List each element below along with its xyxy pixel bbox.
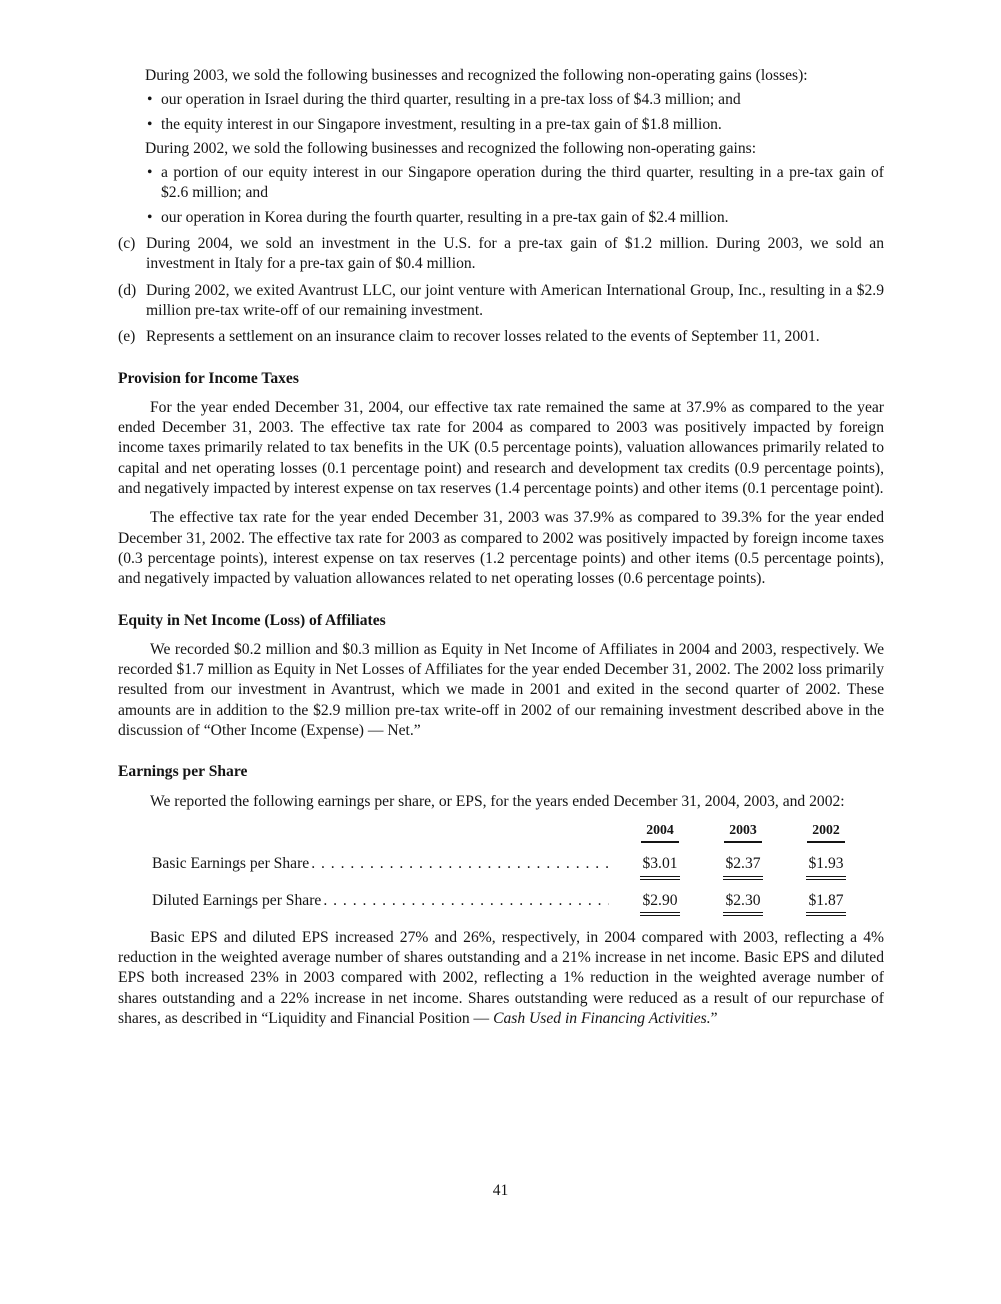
page-body [118, 66, 884, 1029]
row-label: Diluted Earnings per Share [152, 891, 322, 909]
column-header-cell [711, 820, 775, 843]
equity-affiliates-paragraph: We recorded $0.2 million and $0.3 million as Equity in Net Income of Affiliates in 2004 and 2003, respectively. We recorded $1.7 million as Equity in Net Losses of Affiliates for the year ended December 31, 2002. The 2002 loss primarily resulted from our investment in Avantrust, which we made in 2001 and exited in the second quarter of 2002. These amounts are in addition to the $2.9 million pre-tax write-off in 2002 of our remaining investment described above in the discussion of “Other Income (Expense) — Net.” [118, 640, 884, 740]
basic-eps-2003: $2.37 [723, 854, 762, 879]
value-cell [711, 891, 775, 916]
diluted-eps-2004: $2.90 [640, 891, 679, 916]
list-item [118, 163, 884, 204]
footnote-d [118, 281, 884, 322]
list-item [118, 208, 884, 228]
bullet-text: our operation in Israel during the third quarter, resulting in a pre-tax loss of $4.3 million; and [161, 91, 741, 109]
column-header-2003: 2003 [724, 820, 762, 843]
row-label: Basic Earnings per Share [152, 855, 310, 873]
bullet-text: the equity interest in our Singapore investment, resulting in a pre-tax gain of $1.8 million. [161, 115, 722, 133]
list-item [118, 115, 884, 135]
value-cell [628, 891, 692, 916]
basic-eps-2002: $1.93 [806, 854, 845, 879]
bullet-icon: • [147, 91, 153, 109]
column-header-2004: 2004 [641, 820, 679, 843]
bullet-icon: • [147, 164, 153, 182]
table-row-diluted-eps [118, 891, 858, 916]
bullet-icon: • [147, 115, 153, 133]
column-header-2002: 2002 [807, 820, 845, 843]
eps-intro-paragraph: We reported the following earnings per share, or EPS, for the years ended December 31, 2004, 2003, and 2002: [150, 792, 845, 810]
footnote-c [118, 234, 884, 275]
value-cell [794, 891, 858, 916]
dot-leader [311, 854, 609, 874]
footnote-label: (e) [118, 328, 136, 346]
section-heading-income-taxes: Provision for Income Taxes [118, 369, 299, 387]
eps-closing-paragraph [118, 928, 884, 1029]
value-cell [711, 854, 775, 879]
closing-text-italic: Cash Used in Financing Activities. [493, 1009, 711, 1027]
footnote-e [118, 327, 884, 347]
eps-table-header [118, 820, 858, 843]
note-intro-2002: During 2002, we sold the following businesses and recognized the following non-operating gains: [145, 139, 757, 157]
footnote-text: Represents a settlement on an insurance claim to recover losses related to the events of September 11, 2001. [146, 328, 820, 346]
income-taxes-paragraph-2: The effective tax rate for the year ended December 31, 2003 was 37.9% as compared to 39.3% for the year ended December 31, 2002. The effective tax rate for 2003 as compared to 2002 was positively impacted by foreign income taxes (0.3 percentage points), interest expense on tax reserves (1.2 percentage points) and other items (0.5 percentage points), and negatively impacted by valuation allowances related to net operating losses (0.6 percentage points). [118, 509, 884, 588]
column-header-cell [628, 820, 692, 843]
dot-leader [323, 891, 609, 911]
basic-eps-2004: $3.01 [640, 854, 679, 879]
closing-end-quote: ” [710, 1009, 718, 1027]
diluted-eps-2002: $1.87 [806, 891, 845, 916]
diluted-eps-2003: $2.30 [723, 891, 762, 916]
table-row-basic-eps [118, 854, 858, 879]
note-intro-2003: During 2003, we sold the following businesses and recognized the following non-operating gains (losses): [145, 67, 808, 84]
footnote-label: (d) [118, 281, 137, 299]
value-cell [794, 854, 858, 879]
footnote-text: During 2004, we sold an investment in the U.S. for a pre-tax gain of $1.2 million. During 2003, we sold an investment in Italy for a pre-tax gain of $0.4 million. [146, 235, 884, 273]
eps-table [118, 820, 884, 916]
list-item [118, 90, 884, 110]
value-cell [628, 854, 692, 879]
closing-text-normal: Basic EPS and diluted EPS increased 27% and 26%, respectively, in 2004 compared with 2003, reflecting a 4% reduction in the weighted average number of shares outstanding and a 21% increase in net income. Basic EPS and diluted EPS both increased 23% in 2003 compared with 2002, reflecting a 1% reduction in the weighted average number of shares outstanding and a 22% increase in net income. Shares outstanding were reduced as a result of our repurchase of shares, as described in “Liquidity and Financial Position — [118, 928, 884, 1027]
footnote-label: (c) [118, 235, 136, 253]
section-heading-equity-affiliates: Equity in Net Income (Loss) of Affiliates [118, 611, 386, 629]
bullet-icon: • [147, 208, 153, 226]
bullet-text: a portion of our equity interest in our Singapore operation during the third quarter, resulting in a pre-tax gain of $2.6 million; and [161, 164, 884, 202]
row-label-cell [118, 891, 609, 911]
bullet-text: our operation in Korea during the fourth quarter, resulting in a pre-tax gain of $2.4 million. [161, 208, 729, 226]
row-label-cell [118, 854, 609, 874]
footnote-text: During 2002, we exited Avantrust LLC, our joint venture with American International Group, Inc., resulting in a $2.9 million pre-tax write-off of our remaining investment. [146, 281, 884, 319]
income-taxes-paragraph-1: For the year ended December 31, 2004, our effective tax rate remained the same at 37.9% as compared to the year ended December 31, 2003. The effective tax rate for 2004 as compared to 2003 was positively impacted by foreign income taxes primarily related to tax benefits in the UK (0.5 percentage points), valuation allowances primarily related to capital and net operating losses (0.1 percentage point) and research and development tax credits (0.9 percentage points), and negatively impacted by interest expense on tax reserves (1.4 percentage points) and other items (0.1 percentage point). [118, 398, 884, 498]
section-heading-eps: Earnings per Share [118, 763, 248, 781]
page-number: 41 [492, 1182, 509, 1199]
column-header-cell [794, 820, 858, 843]
